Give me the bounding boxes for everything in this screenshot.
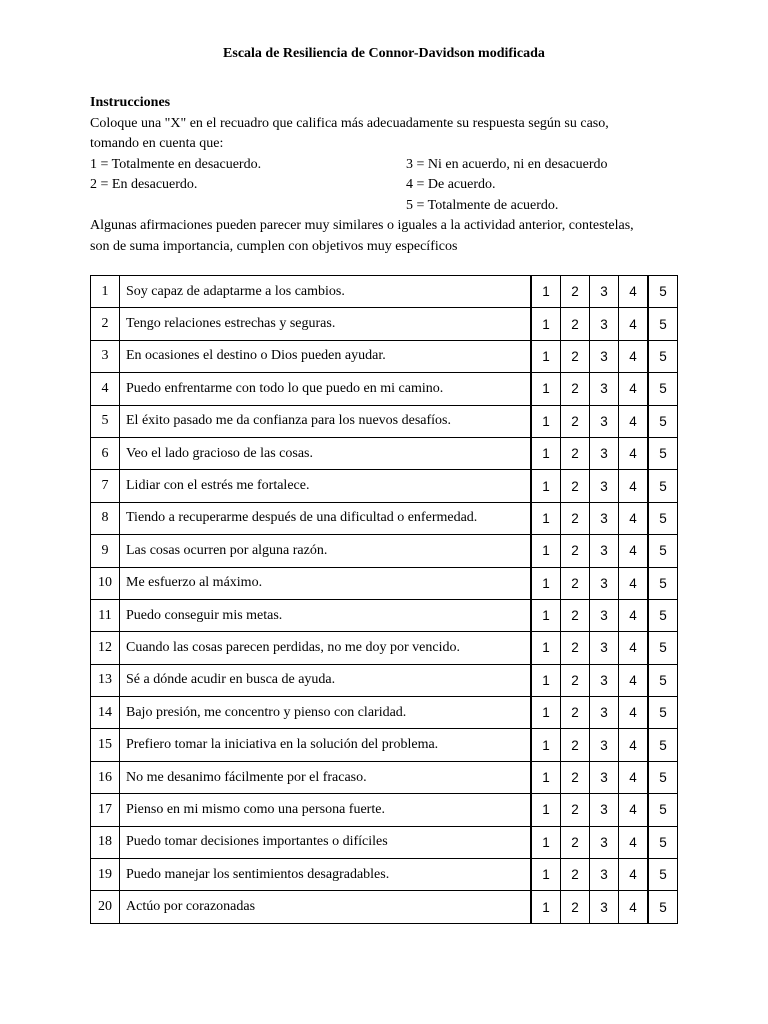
instructions-line: Coloque una "X" en el recuadro que califica más adecuadamente su respuesta según su caso, [90,115,609,131]
rating-option-3[interactable]: 3 [590,632,619,664]
rating-option-2[interactable]: 2 [561,308,590,340]
item-number: 13 [91,664,120,696]
rating-option-2[interactable]: 2 [561,826,590,858]
scale-entry: 1 = Totalmente en desacuerdo. [90,156,262,172]
item-statement: Me esfuerzo al máximo. [120,567,532,599]
page-title: Escala de Resiliencia de Connor-Davidson modificada [223,46,545,61]
item-number: 7 [91,470,120,502]
table-row [91,729,678,761]
rating-option-3[interactable]: 3 [590,276,619,308]
item-number: 3 [91,340,120,372]
rating-option-5[interactable]: 5 [648,437,678,469]
rating-option-2[interactable]: 2 [561,340,590,372]
item-statement: Veo el lado gracioso de las cosas. [120,437,532,469]
table-row [91,308,678,340]
table-row [91,794,678,826]
rating-option-5[interactable]: 5 [648,826,678,858]
item-statement: Soy capaz de adaptarme a los cambios. [120,276,532,308]
rating-option-3[interactable]: 3 [590,535,619,567]
item-statement: Puedo enfrentarme con todo lo que puedo en mi camino. [120,373,532,405]
item-number: 20 [91,891,120,923]
rating-option-2[interactable]: 2 [561,761,590,793]
item-statement: Lidiar con el estrés me fortalece. [120,470,532,502]
rating-option-5[interactable]: 5 [648,859,678,891]
rating-option-5[interactable]: 5 [648,567,678,599]
scale-spacer [90,196,406,217]
rating-option-4[interactable]: 4 [619,276,649,308]
rating-option-4[interactable]: 4 [619,697,649,729]
table-row [91,761,678,793]
rating-option-2[interactable]: 2 [561,664,590,696]
rating-option-4[interactable]: 4 [619,632,649,664]
rating-option-2[interactable]: 2 [561,567,590,599]
instructions-line: tomando en cuenta que: [90,136,224,151]
rating-option-1[interactable]: 1 [531,729,561,761]
rating-option-3[interactable]: 3 [590,697,619,729]
item-number: 10 [91,567,120,599]
rating-option-5[interactable]: 5 [648,502,678,534]
rating-option-1[interactable]: 1 [531,891,561,923]
rating-option-2[interactable]: 2 [561,373,590,405]
item-number: 4 [91,373,120,405]
rating-option-3[interactable]: 3 [590,826,619,858]
item-statement: Puedo conseguir mis metas. [120,599,532,631]
questionnaire-body [91,276,678,924]
rating-option-3[interactable]: 3 [590,891,619,923]
rating-option-2[interactable]: 2 [561,794,590,826]
item-number: 18 [91,826,120,858]
table-row [91,891,678,923]
rating-option-1[interactable]: 1 [531,470,561,502]
item-statement: Cuando las cosas parecen perdidas, no me doy por vencido. [120,632,532,664]
rating-option-3[interactable]: 3 [590,664,619,696]
rating-option-3[interactable]: 3 [590,729,619,761]
item-number: 15 [91,729,120,761]
rating-option-2[interactable]: 2 [561,729,590,761]
rating-option-1[interactable]: 1 [531,697,561,729]
table-row [91,859,678,891]
rating-option-1[interactable]: 1 [531,599,561,631]
instructions-heading: Instrucciones [90,95,171,110]
table-row [91,664,678,696]
rating-option-4[interactable]: 4 [619,599,649,631]
rating-option-4[interactable]: 4 [619,891,649,923]
rating-option-3[interactable]: 3 [590,308,619,340]
item-number: 12 [91,632,120,664]
item-statement: Actúo por corazonadas [120,891,532,923]
table-row [91,697,678,729]
rating-option-4[interactable]: 4 [619,567,649,599]
item-number: 6 [91,437,120,469]
rating-option-4[interactable]: 4 [619,470,649,502]
table-row [91,276,678,308]
item-number: 11 [91,599,120,631]
instructions-section [90,93,690,257]
item-statement: Prefiero tomar la iniciativa en la solución del problema. [120,729,532,761]
rating-option-3[interactable]: 3 [590,761,619,793]
item-number: 19 [91,859,120,891]
rating-option-4[interactable]: 4 [619,794,649,826]
rating-option-4[interactable]: 4 [619,373,649,405]
rating-option-4[interactable]: 4 [619,859,649,891]
rating-option-1[interactable]: 1 [531,373,561,405]
rating-option-2[interactable]: 2 [561,437,590,469]
rating-option-1[interactable]: 1 [531,535,561,567]
table-row [91,599,678,631]
item-statement: Puedo manejar los sentimientos desagradables. [120,859,532,891]
table-row [91,535,678,567]
rating-option-2[interactable]: 2 [561,502,590,534]
rating-option-3[interactable]: 3 [590,502,619,534]
rating-option-4[interactable]: 4 [619,729,649,761]
rating-option-4[interactable]: 4 [619,308,649,340]
rating-option-1[interactable]: 1 [531,502,561,534]
rating-option-5[interactable]: 5 [648,340,678,372]
scale-legend [90,155,690,217]
rating-option-1[interactable]: 1 [531,405,561,437]
rating-option-1[interactable]: 1 [531,308,561,340]
rating-option-5[interactable]: 5 [648,664,678,696]
item-number: 1 [91,276,120,308]
rating-option-5[interactable]: 5 [648,405,678,437]
item-statement: Bajo presión, me concentro y pienso con claridad. [120,697,532,729]
rating-option-1[interactable]: 1 [531,761,561,793]
item-statement: Sé a dónde acudir en busca de ayuda. [120,664,532,696]
rating-option-3[interactable]: 3 [590,859,619,891]
item-statement: Pienso en mi mismo como una persona fuerte. [120,794,532,826]
scale-entry: 4 = De acuerdo. [406,177,496,192]
rating-option-1[interactable]: 1 [531,437,561,469]
table-row [91,567,678,599]
rating-option-5[interactable]: 5 [648,891,678,923]
item-statement: Puedo tomar decisiones importantes o difíciles [120,826,532,858]
table-row [91,502,678,534]
rating-option-4[interactable]: 4 [619,761,649,793]
rating-option-3[interactable]: 3 [590,373,619,405]
rating-option-2[interactable]: 2 [561,470,590,502]
rating-option-3[interactable]: 3 [590,599,619,631]
table-row [91,340,678,372]
rating-option-1[interactable]: 1 [531,340,561,372]
rating-option-3[interactable]: 3 [590,340,619,372]
rating-option-4[interactable]: 4 [619,826,649,858]
rating-option-1[interactable]: 1 [531,276,561,308]
item-number: 2 [91,308,120,340]
rating-option-2[interactable]: 2 [561,891,590,923]
rating-option-5[interactable]: 5 [648,761,678,793]
rating-option-3[interactable]: 3 [590,437,619,469]
rating-option-3[interactable]: 3 [590,794,619,826]
item-statement: No me desanimo fácilmente por el fracaso. [120,761,532,793]
item-number: 14 [91,697,120,729]
rating-option-3[interactable]: 3 [590,470,619,502]
rating-option-1[interactable]: 1 [531,859,561,891]
rating-option-5[interactable]: 5 [648,729,678,761]
rating-option-5[interactable]: 5 [648,697,678,729]
rating-option-2[interactable]: 2 [561,599,590,631]
item-number: 8 [91,502,120,534]
rating-option-4[interactable]: 4 [619,405,649,437]
item-number: 5 [91,405,120,437]
rating-option-5[interactable]: 5 [648,276,678,308]
rating-option-1[interactable]: 1 [531,664,561,696]
rating-option-2[interactable]: 2 [561,535,590,567]
scale-entry: 2 = En desacuerdo. [90,177,198,192]
rating-option-5[interactable]: 5 [648,599,678,631]
item-number: 17 [91,794,120,826]
rating-option-1[interactable]: 1 [531,826,561,858]
item-number: 9 [91,535,120,567]
table-row [91,405,678,437]
rating-option-4[interactable]: 4 [619,535,649,567]
rating-option-5[interactable]: 5 [648,535,678,567]
rating-option-3[interactable]: 3 [590,405,619,437]
table-row [91,826,678,858]
item-number: 16 [91,761,120,793]
rating-option-4[interactable]: 4 [619,437,649,469]
rating-option-2[interactable]: 2 [561,632,590,664]
rating-option-4[interactable]: 4 [619,340,649,372]
rating-option-2[interactable]: 2 [561,697,590,729]
scale-entry: 3 = Ni en acuerdo, ni en desacuerdo [406,156,608,172]
item-statement: Tiendo a recuperarme después de una dificultad o enfermedad. [120,502,532,534]
rating-option-1[interactable]: 1 [531,567,561,599]
item-statement: El éxito pasado me da confianza para los nuevos desafíos. [120,405,532,437]
instructions-note: Algunas afirmaciones pueden parecer muy similares o iguales a la actividad anterior, contestelas, [90,218,634,233]
questionnaire-table [90,275,678,924]
item-statement: En ocasiones el destino o Dios pueden ayudar. [120,340,532,372]
rating-option-2[interactable]: 2 [561,276,590,308]
rating-option-4[interactable]: 4 [619,664,649,696]
rating-option-5[interactable]: 5 [648,470,678,502]
rating-option-1[interactable]: 1 [531,632,561,664]
table-row [91,470,678,502]
rating-option-3[interactable]: 3 [590,567,619,599]
rating-option-2[interactable]: 2 [561,859,590,891]
rating-option-1[interactable]: 1 [531,794,561,826]
table-row [91,373,678,405]
rating-option-5[interactable]: 5 [648,632,678,664]
scale-entry: 5 = Totalmente de acuerdo. [406,197,559,213]
rating-option-4[interactable]: 4 [619,502,649,534]
item-statement: Las cosas ocurren por alguna razón. [120,535,532,567]
rating-option-5[interactable]: 5 [648,794,678,826]
item-statement: Tengo relaciones estrechas y seguras. [120,308,532,340]
rating-option-5[interactable]: 5 [648,373,678,405]
rating-option-5[interactable]: 5 [648,308,678,340]
table-row [91,632,678,664]
table-row [91,437,678,469]
rating-option-2[interactable]: 2 [561,405,590,437]
instructions-note: son de suma importancia, cumplen con objetivos muy específicos [90,238,458,254]
